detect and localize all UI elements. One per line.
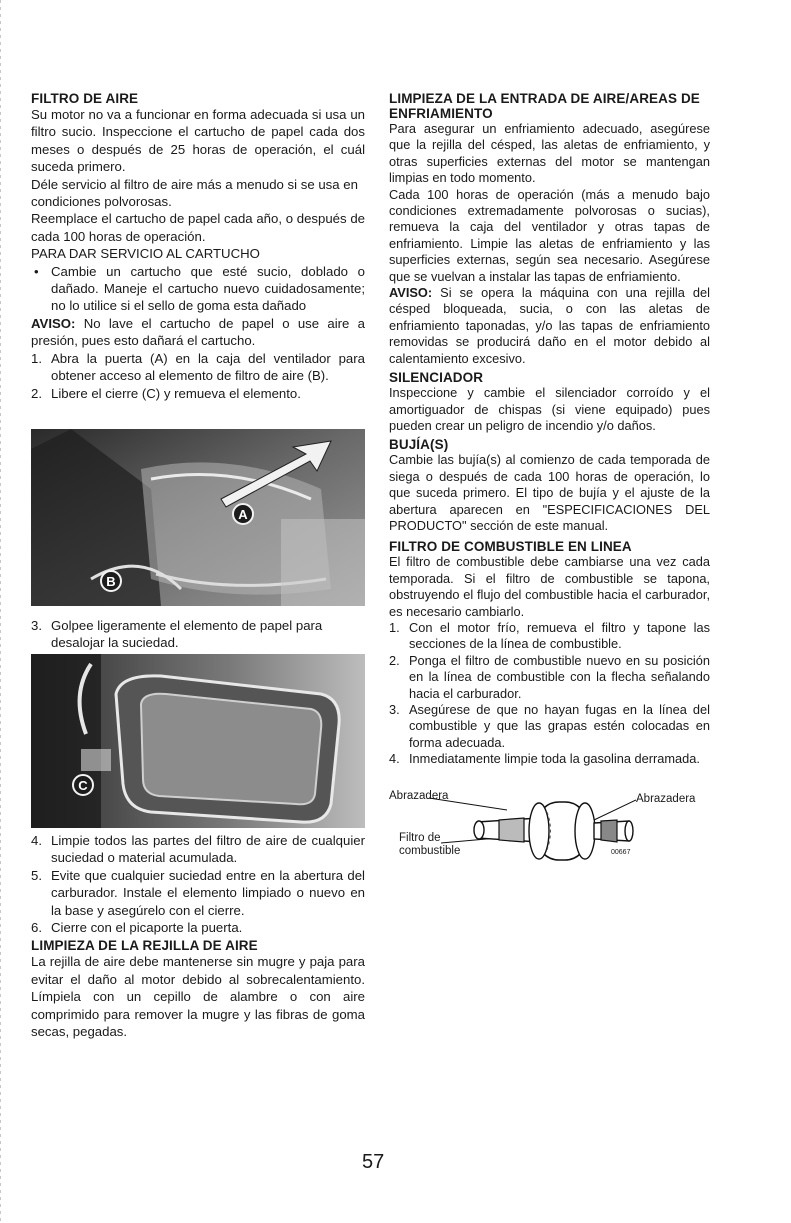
step-number: 1. bbox=[389, 619, 400, 635]
intake-paragraph-2: Cada 100 horas de operación (más a menudo bajo condiciones extremadamente polvorosas o sucias), remueva la caja del ventilador y otras tapas de enfriamiento. Limpie las aletas de enfriamiento y las superficies externas, según sea necesario. Asegúrese que se vuelvan a instalar las tapas de enfriamiento. bbox=[389, 186, 710, 284]
callout-b: B bbox=[100, 570, 122, 592]
step-number: 3. bbox=[389, 702, 400, 717]
filter-element-illustration bbox=[31, 654, 365, 828]
air-filter-paragraph-2: Déle servicio al filtro de aire más a menudo si se usa en condiciones polvorosas. bbox=[31, 176, 358, 210]
step-text: Libere el cierre (C) y remueva el elemento. bbox=[51, 385, 301, 401]
step-number: 6. bbox=[31, 920, 42, 936]
step-item bbox=[389, 702, 710, 751]
step-text: Con el motor frío, remueva el filtro y tapone las secciones de la línea de combustible. bbox=[409, 619, 710, 652]
step-text: Asegúrese de que no hayan fugas en la línea del combustible y que las grapas estén colocadas en forma adecuada. bbox=[409, 702, 710, 750]
step-item bbox=[31, 919, 365, 936]
step-number: 2. bbox=[389, 652, 400, 668]
intake-section bbox=[389, 91, 710, 768]
step-number: 4. bbox=[31, 833, 42, 848]
scan-margin-line bbox=[0, 0, 1, 1223]
clamp-label-left: Abrazadera bbox=[389, 790, 449, 802]
callout-a: A bbox=[232, 503, 254, 525]
steps-4-6-block bbox=[31, 832, 365, 1040]
step-item bbox=[31, 350, 365, 385]
intake-paragraph-1: Para asegurar un enfriamiento adecuado, asegúrese que la rejilla del césped, las aletas de enfriamiento, y otras superficies externas del motor se mantengan limpias en todo momento. bbox=[389, 121, 710, 186]
fan-housing-illustration bbox=[31, 429, 365, 606]
grille-text: La rejilla de aire debe mantenerse sin mugre y paja para evitar el daño al motor debido al sobrecalentamiento. Límpiela con un cepillo de alambre o con aire comprimido para remover la mugre y las fibras de goma secas, pegadas. bbox=[31, 954, 365, 1040]
notice-text: No lave el cartucho de papel o use aire a presión, pues esto dañará el cartucho. bbox=[31, 315, 365, 349]
muffler-text: Inspeccione y cambie el silenciador corroído y el amortiguador de chispas (si viene equipado) pues pueden crear un peligro de incendio y/o daños. bbox=[389, 385, 710, 433]
clamp-label-right: Abrazadera bbox=[636, 793, 696, 805]
step-item bbox=[31, 832, 365, 867]
fan-housing-door-photo bbox=[31, 429, 365, 606]
step-number: 3. bbox=[31, 618, 42, 633]
fuel-filter-heading: FILTRO DE COMBUSTIBLE EN LINEA bbox=[389, 539, 632, 555]
fuel-filter-text: El filtro de combustible debe cambiarse una vez cada temporada. Si el filtro de combustible se tapona, obstruyendo el flujo del combustible hacia el carburador, es necesario cambiarlo. bbox=[389, 554, 710, 619]
step-item bbox=[31, 385, 365, 402]
callout-c: C bbox=[72, 774, 94, 796]
air-filter-section bbox=[31, 91, 365, 402]
step-text: Abra la puerta (A) en la caja del ventilador para obtener acceso al elemento de filtro de aire (B). bbox=[51, 350, 365, 384]
bullet-mark: • bbox=[34, 263, 39, 279]
spark-plug-text: Cambie las bujía(s) al comienzo de cada temporada de siega o después de cada 100 horas de operación, lo que suceda primero. El tipo de bujía y el ajuste de la abertura aparecen en "ESPECIFICACIONES DEL PRODUCTO" sección de este manual. bbox=[389, 452, 710, 533]
intake-heading: LIMPIEZA DE LA ENTRADA DE AIRE/AREAS DE ENFRIAMIENTO bbox=[389, 91, 700, 121]
step-number: 1. bbox=[31, 350, 42, 366]
step-3-block bbox=[31, 617, 365, 652]
air-filter-paragraph-3: Reemplace el cartucho de papel cada año, o después de cada 100 horas de operación. bbox=[31, 211, 365, 244]
spark-plug-heading: BUJÍA(S) bbox=[389, 437, 449, 453]
notice-text: Si se opera la máquina con una rejilla del césped bloqueada, sucia, o con las aletas de enfriamiento taponadas, y/o las tapas de enfriamiento removidas se producirá daño en el motor debido al calentamiento excesivo. bbox=[389, 285, 710, 366]
step-item bbox=[389, 751, 710, 767]
fuel-filter-label-line-1: Filtro de bbox=[399, 832, 441, 844]
step-text: Evite que cualquier suciedad entre en la abertura del carburador. Instale el elemento limpiado o nuevo en la base y asegúrelo con el cierre. bbox=[51, 867, 365, 918]
step-number: 4. bbox=[389, 751, 400, 767]
step-item bbox=[389, 620, 710, 653]
air-filter-element-photo bbox=[31, 654, 365, 828]
cartridge-bullet-text: Cambie un cartucho que esté sucio, doblado o dañado. Maneje el cartucho nuevo cuidadosamente; no lo utilice si el sello de goma esta dañado bbox=[51, 263, 365, 314]
step-text: Golpee ligeramente el elemento de papel para desalojar la suciedad. bbox=[51, 618, 323, 651]
step-text: Ponga el filtro de combustible nuevo en su posición en la línea de combustible con la flecha señalando hacia el carburador. bbox=[409, 652, 710, 701]
air-filter-heading: FILTRO DE AIRE bbox=[31, 91, 139, 106]
step-number: 5. bbox=[31, 867, 42, 883]
service-cartridge-heading: PARA DAR SERVICIO AL CARTUCHO bbox=[31, 246, 260, 262]
muffler-heading: SILENCIADOR bbox=[389, 370, 484, 386]
air-filter-paragraph-1: Su motor no va a funcionar en forma adecuada si usa un filtro sucio. Inspeccione el cartucho de papel cada dos meses o después de 25 horas de operación, el cuál suceda primero. bbox=[31, 107, 365, 175]
step-number: 2. bbox=[31, 385, 42, 401]
step-item bbox=[31, 617, 365, 652]
fuel-filter-label-line-2: combustible bbox=[399, 845, 461, 857]
cartridge-bullet-item bbox=[31, 263, 365, 315]
step-text: Limpie todos las partes del filtro de aire de cualquier suciedad o material acumulada. bbox=[51, 833, 365, 866]
grille-heading: LIMPIEZA DE LA REJILLA DE AIRE bbox=[31, 938, 258, 954]
step-item bbox=[31, 867, 365, 919]
notice-label: AVISO: bbox=[31, 315, 76, 331]
intake-notice bbox=[389, 285, 710, 367]
fuel-filter-diagram bbox=[389, 790, 710, 870]
step-text: Inmediatamente limpie toda la gasolina derramada. bbox=[409, 751, 700, 767]
page-number: 57 bbox=[362, 1151, 385, 1173]
notice-label: AVISO: bbox=[389, 285, 433, 301]
air-filter-notice bbox=[31, 315, 365, 350]
step-text: Cierre con el picaporte la puerta. bbox=[51, 920, 243, 936]
diagram-code: 00667 bbox=[611, 849, 631, 856]
step-item bbox=[389, 653, 710, 702]
